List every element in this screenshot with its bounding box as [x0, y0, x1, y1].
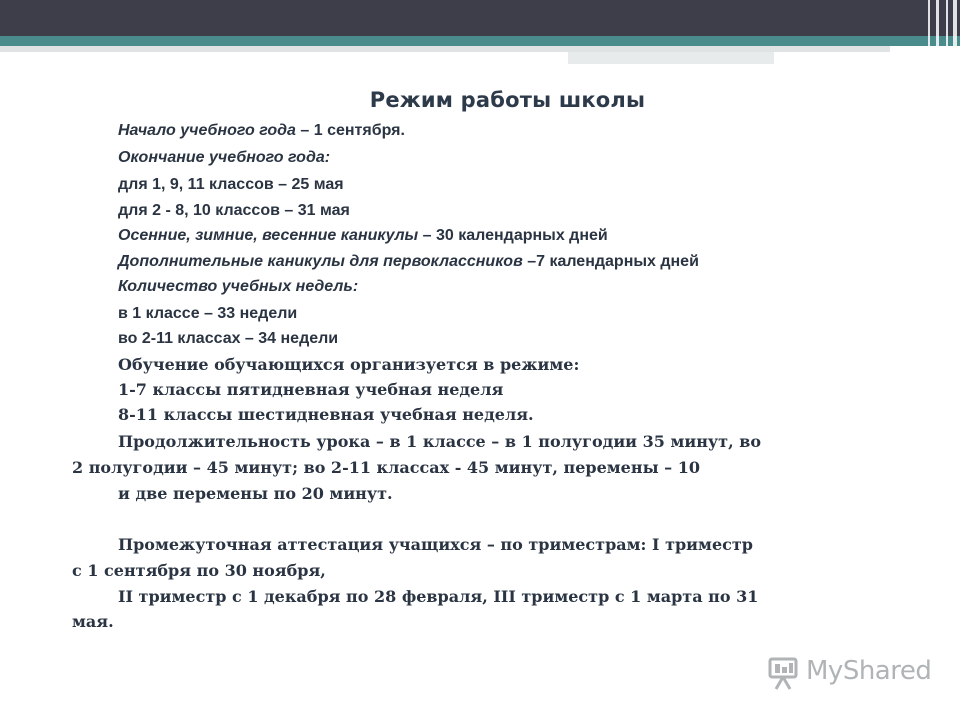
school-year-end-label: Окончание учебного года: — [118, 149, 331, 166]
mode-label: Обучение обучающихся организуется в режиме: — [118, 355, 580, 374]
start-value: – 1 сентября. — [295, 122, 405, 139]
slide-title: Режим работы школы — [369, 88, 646, 112]
accent-stripe — [0, 36, 960, 46]
weeks-grade-1: в 1 классе – 33 недели — [118, 305, 298, 322]
holidays-label: Осенние, зимние, весенние каникулы — [118, 227, 419, 244]
extra-holidays-label: Дополнительные каникулы для первоклассников — [118, 253, 523, 270]
weeks-label: Количество учебных недель: — [118, 278, 359, 295]
mode-grades-8-11: 8-11 классы шестидневная учебная неделя. — [118, 405, 534, 424]
lesson-duration-line-2: 2 полугодии – 45 минут; во 2-11 классах - 45 минут, перемены – 10 — [72, 458, 701, 477]
header-band — [0, 0, 960, 36]
presentation-board-icon — [766, 656, 802, 692]
attestation-line-3: II триместр с 1 декабря по 28 февраля, III триместр с 1 марта по 31 — [118, 587, 759, 606]
extra-holidays-value: –7 календарных дней — [522, 253, 699, 270]
header-decoration — [920, 0, 960, 70]
end-date-grades-2-8-10: для 2 - 8, 10 классов – 31 мая — [118, 202, 350, 219]
lesson-duration-line-3: и две перемены по 20 минут. — [118, 484, 393, 503]
watermark-text: MyShared — [806, 656, 932, 686]
weeks-grades-2-11: во 2-11 классах – 34 недели — [118, 330, 339, 347]
school-year-start — [118, 122, 405, 140]
watermark-logo — [766, 654, 932, 694]
mode-grades-1-7: 1-7 классы пятидневная учебная неделя — [118, 380, 504, 399]
header-underline-short — [568, 52, 774, 64]
extra-holidays — [118, 253, 699, 271]
holidays-value: – 30 календарных дней — [418, 227, 608, 244]
lesson-duration-line-1: Продолжительность урока – в 1 классе – в 1 полугодии 35 минут, во — [118, 432, 762, 451]
attestation-line-2: с 1 сентября по 30 ноября, — [72, 561, 326, 580]
end-date-grades-1-9-11: для 1, 9, 11 классов – 25 мая — [118, 176, 344, 193]
holidays — [118, 227, 608, 245]
start-label: Начало учебного года — [118, 122, 296, 139]
attestation-line-4: мая. — [72, 612, 114, 631]
attestation-line-1: Промежуточная аттестация учащихся – по триместрам: I триместр — [118, 535, 753, 554]
